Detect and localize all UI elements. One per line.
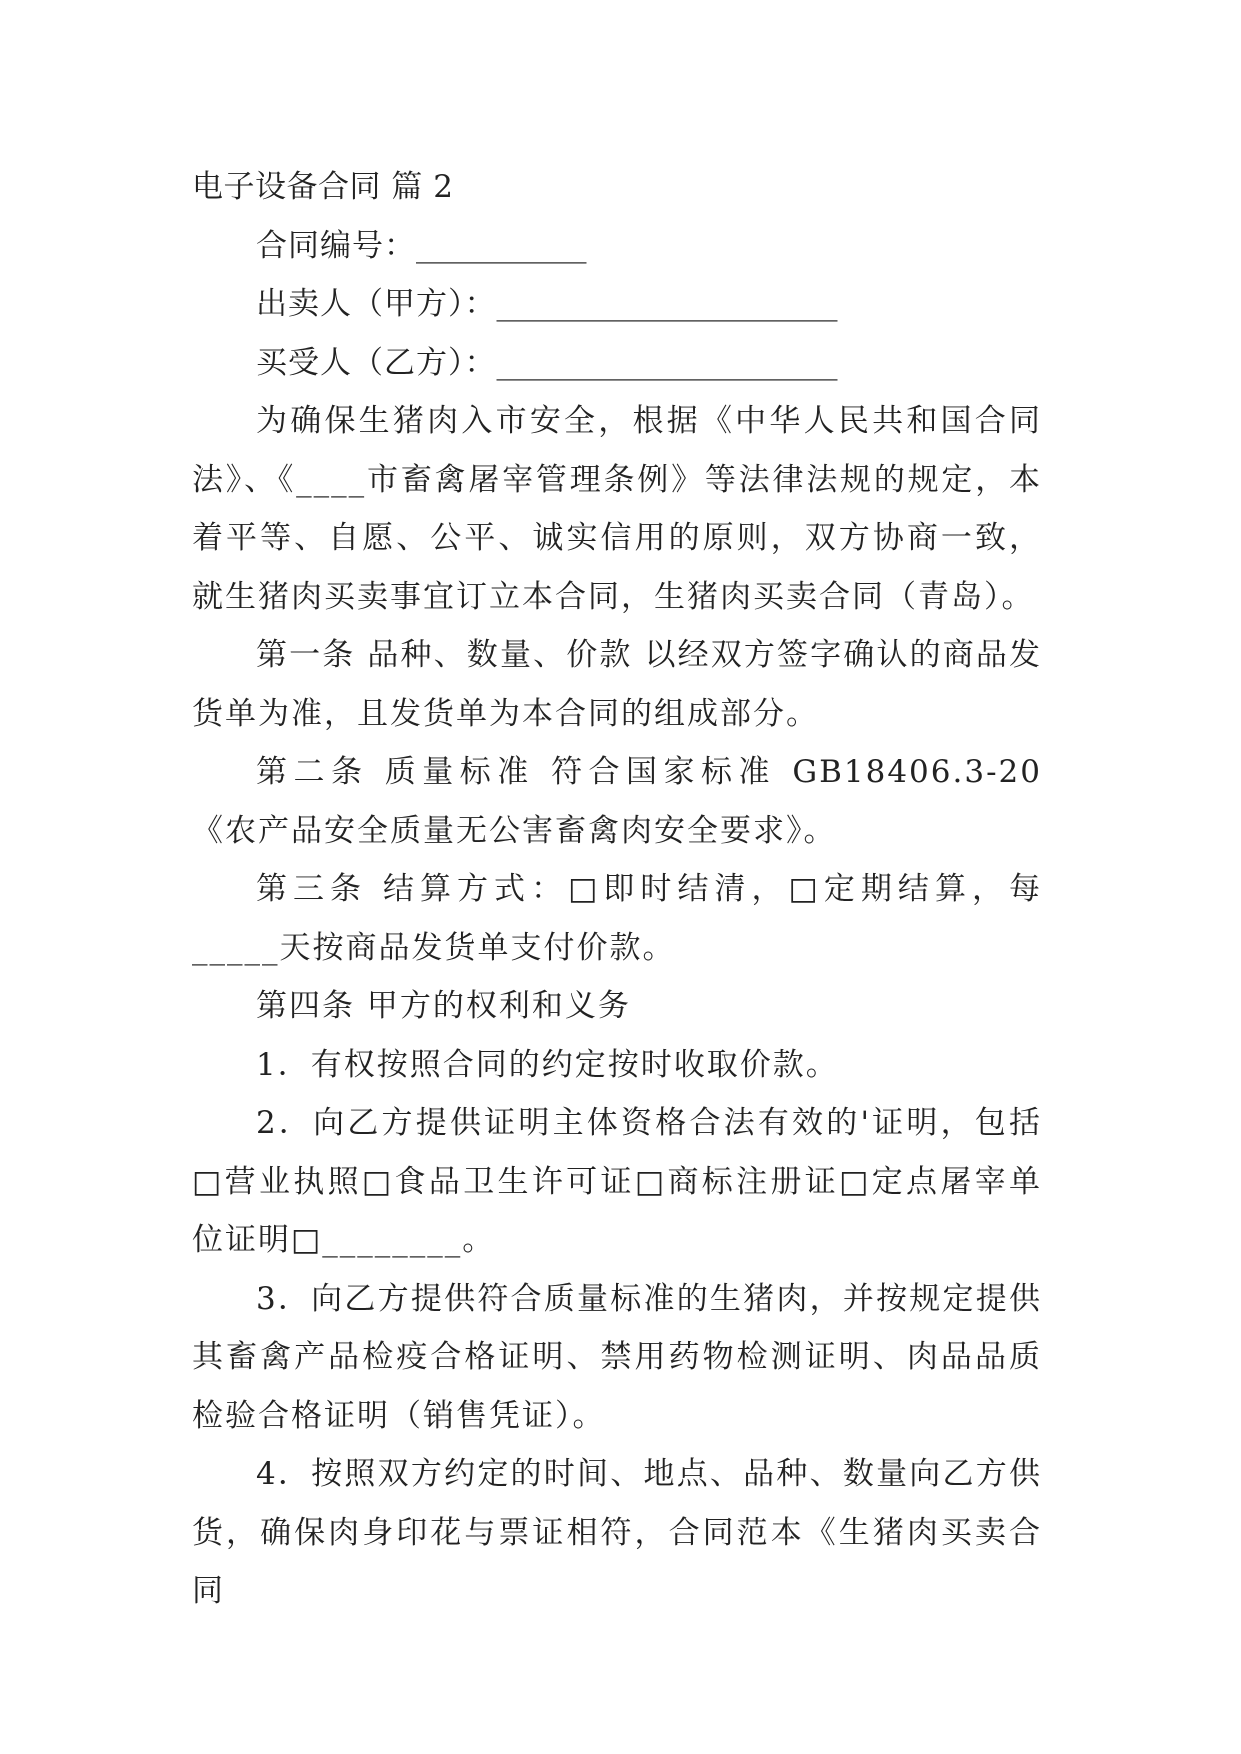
seller-blank: ______________________ — [496, 286, 838, 322]
clause-1-paragraph: 1．有权按照合同的约定按时收取价款。 — [256, 1046, 839, 1083]
contract-number-field — [192, 217, 1042, 276]
buyer-blank: ______________________ — [496, 344, 838, 381]
contract-number-label: 合同编号： — [256, 227, 416, 264]
document-page — [192, 158, 1042, 1621]
clause-4-paragraph: 4．按照双方约定的时间、地点、品种、数量向乙方供货，确保肉身印花与票证相符，合同范本《生猪肉买卖合同 — [192, 1456, 1042, 1609]
article-2-paragraph: 第二条 质量标准 符合国家标准 GB18406.3-20 《农产品安全质量无公害畜禽肉安全要求》。 — [192, 754, 1042, 849]
seller-field — [192, 275, 1042, 334]
article-1-paragraph: 第一条 品种、数量、价款 以经双方签字确认的商品发货单为准，且发货单为本合同的组成部分。 — [192, 637, 1042, 732]
clause-3-paragraph: 3．向乙方提供符合质量标准的生猪肉，并按规定提供其畜禽产品检疫合格证明、禁用药物检测证明、肉品品质检验合格证明（销售凭证）。 — [192, 1280, 1042, 1434]
clause-2-paragraph: 2．向乙方提供证明主体资格合法有效的'证明，包括□营业执照□食品卫生许可证□商标注册证□定点屠宰单位证明□________。 — [192, 1105, 1042, 1258]
buyer-field — [192, 334, 1042, 393]
preamble-paragraph: 为确保生猪肉入市安全，根据《中华人民共和国合同法》、《____市畜禽屠宰管理条例》等法律法规的规定，本着平等、自愿、公平、诚实信用的原则，双方协商一致，就生猪肉买卖事宜订立本合同，生猪肉买卖合同（青岛）。 — [192, 403, 1042, 615]
document-title: 电子设备合同 篇 2 — [192, 169, 454, 205]
article-3-paragraph: 第三条 结算方式：□即时结清，□定期结算，每_____天按商品发货单支付价款。 — [192, 871, 1042, 966]
seller-label: 出卖人（甲方）： — [256, 286, 497, 322]
article-4-heading: 第四条 甲方的权利和义务 — [256, 988, 631, 1024]
buyer-label: 买受人（乙方）： — [256, 344, 497, 381]
contract-number-blank: ___________ — [416, 227, 587, 264]
